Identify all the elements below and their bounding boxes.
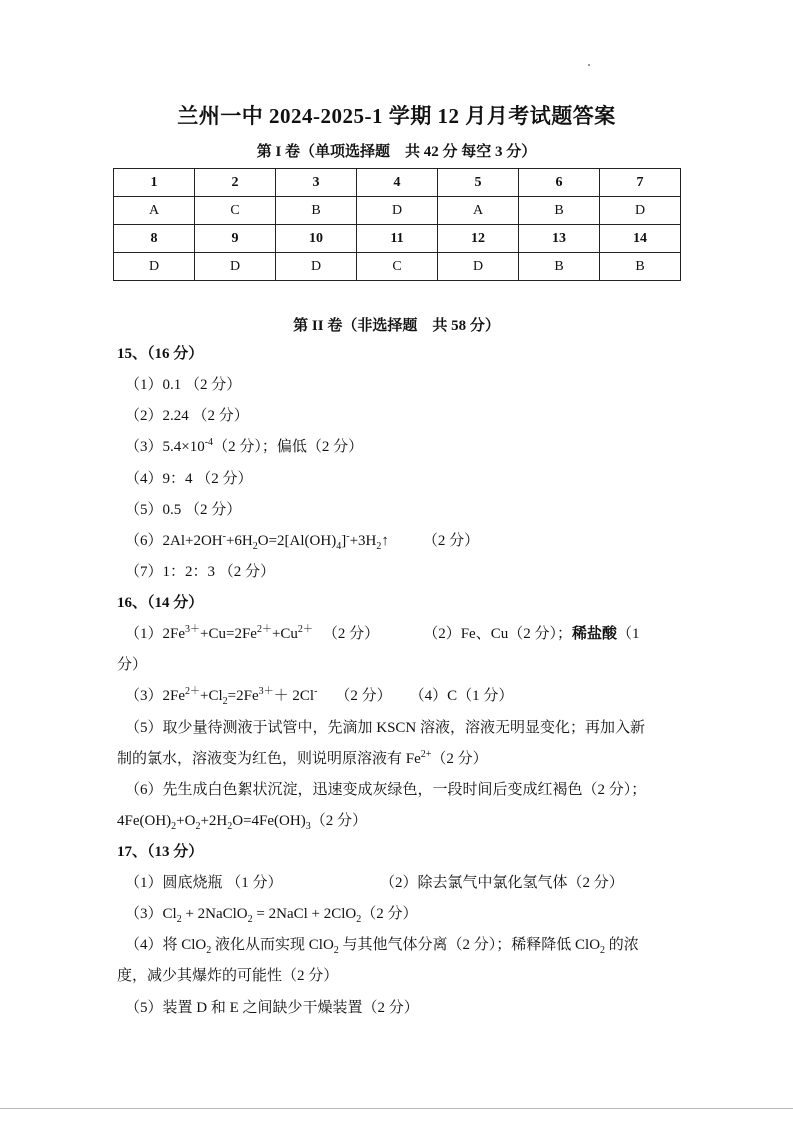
table-cell: D	[438, 253, 519, 281]
q17-answer-4b: 度，减少其爆炸的可能性（2 分）	[117, 968, 339, 984]
table-row	[114, 169, 681, 197]
table-cell: D	[357, 197, 438, 225]
table-cell: 4	[357, 169, 438, 197]
table-cell: A	[114, 197, 195, 225]
table-cell: B	[519, 197, 600, 225]
q16-answer-3-4: $(3)2Fe^{2+}+Cl_2=2Fe^{3+}+ 2Cl^-$ （2 分） （4）C（1 分）	[125, 686, 514, 707]
q17-answer-1: （1）圆底烧瓶 （1 分）	[125, 875, 283, 891]
table-row	[114, 225, 681, 253]
q16-answer-6a: （6）先生成白色絮状沉淀，迅速变成灰绿色，一段时间后变成红褐色（2 分）；	[125, 782, 647, 798]
q16-answer-5a: （5）取少量待测液于试管中，先滴加 KSCN 溶液，溶液无明显变化；再加入新	[125, 720, 646, 736]
table-cell: 12	[438, 225, 519, 253]
q17-answer-2: （2）除去氯气中氯化氢气体（2 分）	[380, 875, 624, 891]
table-cell: 6	[519, 169, 600, 197]
part1-heading: 第 I 卷（单项选择题 共 42 分 每空 3 分）	[256, 144, 537, 160]
table-cell: 1	[114, 169, 195, 197]
q17-heading: 17、（13 分）	[117, 844, 204, 860]
table-cell: 5	[438, 169, 519, 197]
table-row	[114, 197, 681, 225]
table-row	[114, 253, 681, 281]
table-cell: D	[276, 253, 357, 281]
table-cell: B	[519, 253, 600, 281]
table-cell: D	[114, 253, 195, 281]
q15-answer-5: （5）0.5 （2 分）	[125, 502, 242, 518]
page-title: 兰州一中 2024-2025-1 学期 12 月月考试题答案	[177, 104, 616, 128]
answer-table	[113, 168, 681, 281]
table-cell: B	[276, 197, 357, 225]
q15-answer-2: （2）2.24 （2 分）	[125, 408, 249, 424]
q17-answer-4a: （4）将 ClO$_2$ 液化从而实现 ClO$_2$ 与其他气体分离（2 分）；稀释降低 ClO$_2$ 的浓	[125, 937, 639, 956]
table-cell: A	[438, 197, 519, 225]
table-cell: C	[357, 253, 438, 281]
q17-answer-5: （5）装置 D 和 E 之间缺少干燥装置（2 分）	[125, 1000, 419, 1016]
table-cell: 7	[600, 169, 681, 197]
q15-answer-6: $(6)2Al+2OH^-+6H_2O=2[Al(OH)_4]^-+3H_2↑$ （2 分）	[125, 531, 480, 552]
q15-heading: 15、（16 分）	[117, 346, 204, 362]
table-cell: 8	[114, 225, 195, 253]
q16-answer-5b: 制的氯水，溶液变为红色，则说明原溶液有 $Fe^{2+}(2$ 分）	[117, 749, 488, 767]
q16-answer-1-2: $(1)2Fe^{3+}+Cu=2Fe^{2+}+Cu^{2+}$ （2 分） （2）Fe、Cu（2 分）；稀盐酸（1	[125, 624, 640, 642]
page-bottom-rule	[0, 1108, 793, 1109]
table-cell: D	[600, 197, 681, 225]
speck	[588, 64, 590, 66]
table-cell: 10	[276, 225, 357, 253]
table-cell: 13	[519, 225, 600, 253]
q15-answer-4: （4）9：4 （2 分）	[125, 471, 253, 487]
table-cell: 2	[195, 169, 276, 197]
q16-answer-2-cont: 分）	[117, 657, 148, 673]
part2-heading: 第 II 卷（非选择题 共 58 分）	[293, 318, 500, 334]
q16-heading: 16、（14 分）	[117, 595, 204, 611]
table-cell: B	[600, 253, 681, 281]
q15-answer-1: （1）0.1 （2 分）	[125, 377, 242, 393]
q16-answer-6b: $4Fe(OH)_2+O_2+2H_2O=4Fe(OH)_3(2$ 分）	[117, 813, 367, 832]
table-cell: 11	[357, 225, 438, 253]
q15-answer-7: （7）1：2：3 （2 分）	[125, 564, 276, 580]
table-cell: C	[195, 197, 276, 225]
q17-answer-3: $(3)Cl_2$ + 2NaClO$_2$ = 2NaCl + 2ClO$_2$（2 分）	[125, 906, 418, 925]
table-cell: 3	[276, 169, 357, 197]
table-cell: 14	[600, 225, 681, 253]
table-cell: 9	[195, 225, 276, 253]
table-cell: D	[195, 253, 276, 281]
q15-answer-3: $(3)5.4\times 10^{-4}(2$ 分）；偏低（2 分）	[125, 437, 364, 455]
